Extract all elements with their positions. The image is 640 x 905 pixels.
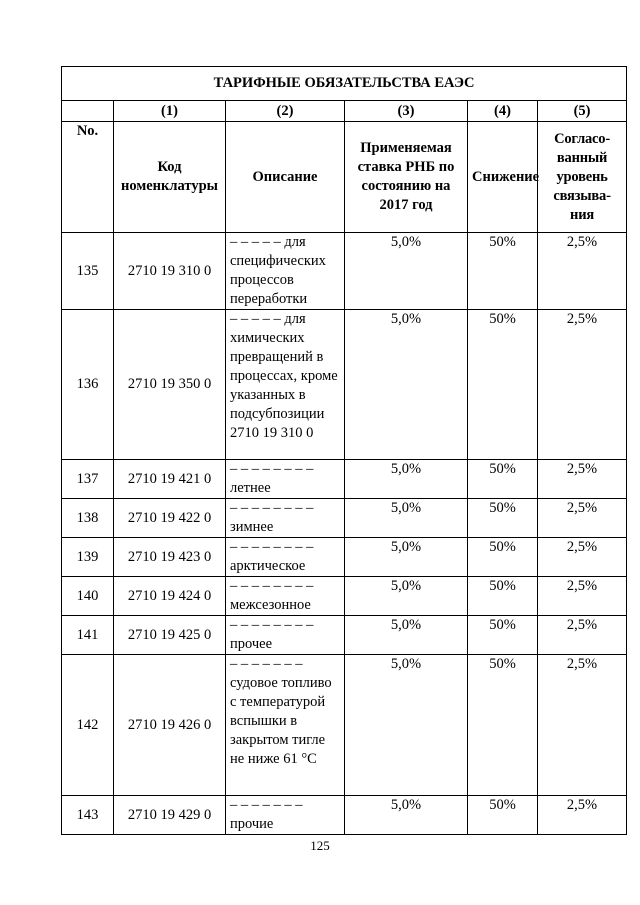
tariff-table bbox=[61, 66, 627, 835]
column-number: (3) bbox=[345, 101, 468, 122]
row-number: 136 bbox=[62, 310, 114, 460]
row-code: 2710 19 429 0 bbox=[114, 796, 226, 835]
column-number-row bbox=[62, 101, 627, 122]
page-number: 125 bbox=[310, 838, 330, 853]
row-reduction: 50% bbox=[468, 616, 538, 655]
row-bound: 2,5% bbox=[538, 499, 627, 538]
table-title-row bbox=[62, 67, 627, 101]
row-bound: 2,5% bbox=[538, 655, 627, 796]
row-number: 140 bbox=[62, 577, 114, 616]
row-description: – – – – – – – – прочее bbox=[226, 616, 345, 655]
row-number: 139 bbox=[62, 538, 114, 577]
table-body bbox=[62, 233, 627, 835]
row-rate: 5,0% bbox=[345, 233, 468, 310]
header-rate: Применяемая ставка РНБ по состоянию на 2017 год bbox=[345, 122, 468, 233]
row-number: 137 bbox=[62, 460, 114, 499]
table-row bbox=[62, 796, 627, 835]
row-description: – – – – – – – прочие bbox=[226, 796, 345, 835]
column-number: (1) bbox=[114, 101, 226, 122]
column-number: (5) bbox=[538, 101, 627, 122]
row-reduction: 50% bbox=[468, 796, 538, 835]
row-reduction: 50% bbox=[468, 233, 538, 310]
row-number: 135 bbox=[62, 233, 114, 310]
table-row bbox=[62, 538, 627, 577]
header-bound: Согласо-ванный уровень связыва-ния bbox=[538, 122, 627, 233]
row-bound: 2,5% bbox=[538, 616, 627, 655]
row-description: – – – – – для химических превращений в процессах, кроме указанных в подсубпозиции 2710 19 310 0 bbox=[226, 310, 345, 460]
row-rate: 5,0% bbox=[345, 616, 468, 655]
row-reduction: 50% bbox=[468, 538, 538, 577]
row-reduction: 50% bbox=[468, 310, 538, 460]
row-description: – – – – – – – – арктическое bbox=[226, 538, 345, 577]
row-code: 2710 19 421 0 bbox=[114, 460, 226, 499]
row-reduction: 50% bbox=[468, 655, 538, 796]
row-number: 142 bbox=[62, 655, 114, 796]
row-reduction: 50% bbox=[468, 577, 538, 616]
row-rate: 5,0% bbox=[345, 577, 468, 616]
row-rate: 5,0% bbox=[345, 655, 468, 796]
row-reduction: 50% bbox=[468, 499, 538, 538]
header-no: No. bbox=[62, 122, 114, 233]
table-title: ТАРИФНЫЕ ОБЯЗАТЕЛЬСТВА ЕАЭС bbox=[62, 67, 627, 101]
row-code: 2710 19 422 0 bbox=[114, 499, 226, 538]
row-rate: 5,0% bbox=[345, 310, 468, 460]
row-bound: 2,5% bbox=[538, 460, 627, 499]
row-rate: 5,0% bbox=[345, 538, 468, 577]
row-bound: 2,5% bbox=[538, 310, 627, 460]
row-bound: 2,5% bbox=[538, 538, 627, 577]
table-row bbox=[62, 499, 627, 538]
row-description: – – – – – для специфических процессов переработки bbox=[226, 233, 345, 310]
row-rate: 5,0% bbox=[345, 460, 468, 499]
row-rate: 5,0% bbox=[345, 796, 468, 835]
column-number-blank bbox=[62, 101, 114, 122]
column-number: (4) bbox=[468, 101, 538, 122]
header-description: Описание bbox=[226, 122, 345, 233]
row-description: – – – – – – – – летнее bbox=[226, 460, 345, 499]
row-reduction: 50% bbox=[468, 460, 538, 499]
table-row bbox=[62, 616, 627, 655]
header-row bbox=[62, 122, 627, 233]
row-code: 2710 19 425 0 bbox=[114, 616, 226, 655]
row-code: 2710 19 424 0 bbox=[114, 577, 226, 616]
row-number: 141 bbox=[62, 616, 114, 655]
row-rate: 5,0% bbox=[345, 499, 468, 538]
table-row bbox=[62, 310, 627, 460]
row-description: – – – – – – – – межсезонное bbox=[226, 577, 345, 616]
table-row bbox=[62, 577, 627, 616]
row-code: 2710 19 350 0 bbox=[114, 310, 226, 460]
row-number: 138 bbox=[62, 499, 114, 538]
header-reduction: Снижение bbox=[468, 122, 538, 233]
row-code: 2710 19 426 0 bbox=[114, 655, 226, 796]
row-bound: 2,5% bbox=[538, 796, 627, 835]
row-description: – – – – – – – – зимнее bbox=[226, 499, 345, 538]
row-description: – – – – – – – судовое топливо с температурой вспышки в закрытом тигле не ниже 61 °С bbox=[226, 655, 345, 796]
row-code: 2710 19 423 0 bbox=[114, 538, 226, 577]
table-row bbox=[62, 460, 627, 499]
row-bound: 2,5% bbox=[538, 233, 627, 310]
row-bound: 2,5% bbox=[538, 577, 627, 616]
header-code: Код номенклатуры bbox=[114, 122, 226, 233]
table-row bbox=[62, 655, 627, 796]
row-number: 143 bbox=[62, 796, 114, 835]
table-row bbox=[62, 233, 627, 310]
column-number: (2) bbox=[226, 101, 345, 122]
row-code: 2710 19 310 0 bbox=[114, 233, 226, 310]
